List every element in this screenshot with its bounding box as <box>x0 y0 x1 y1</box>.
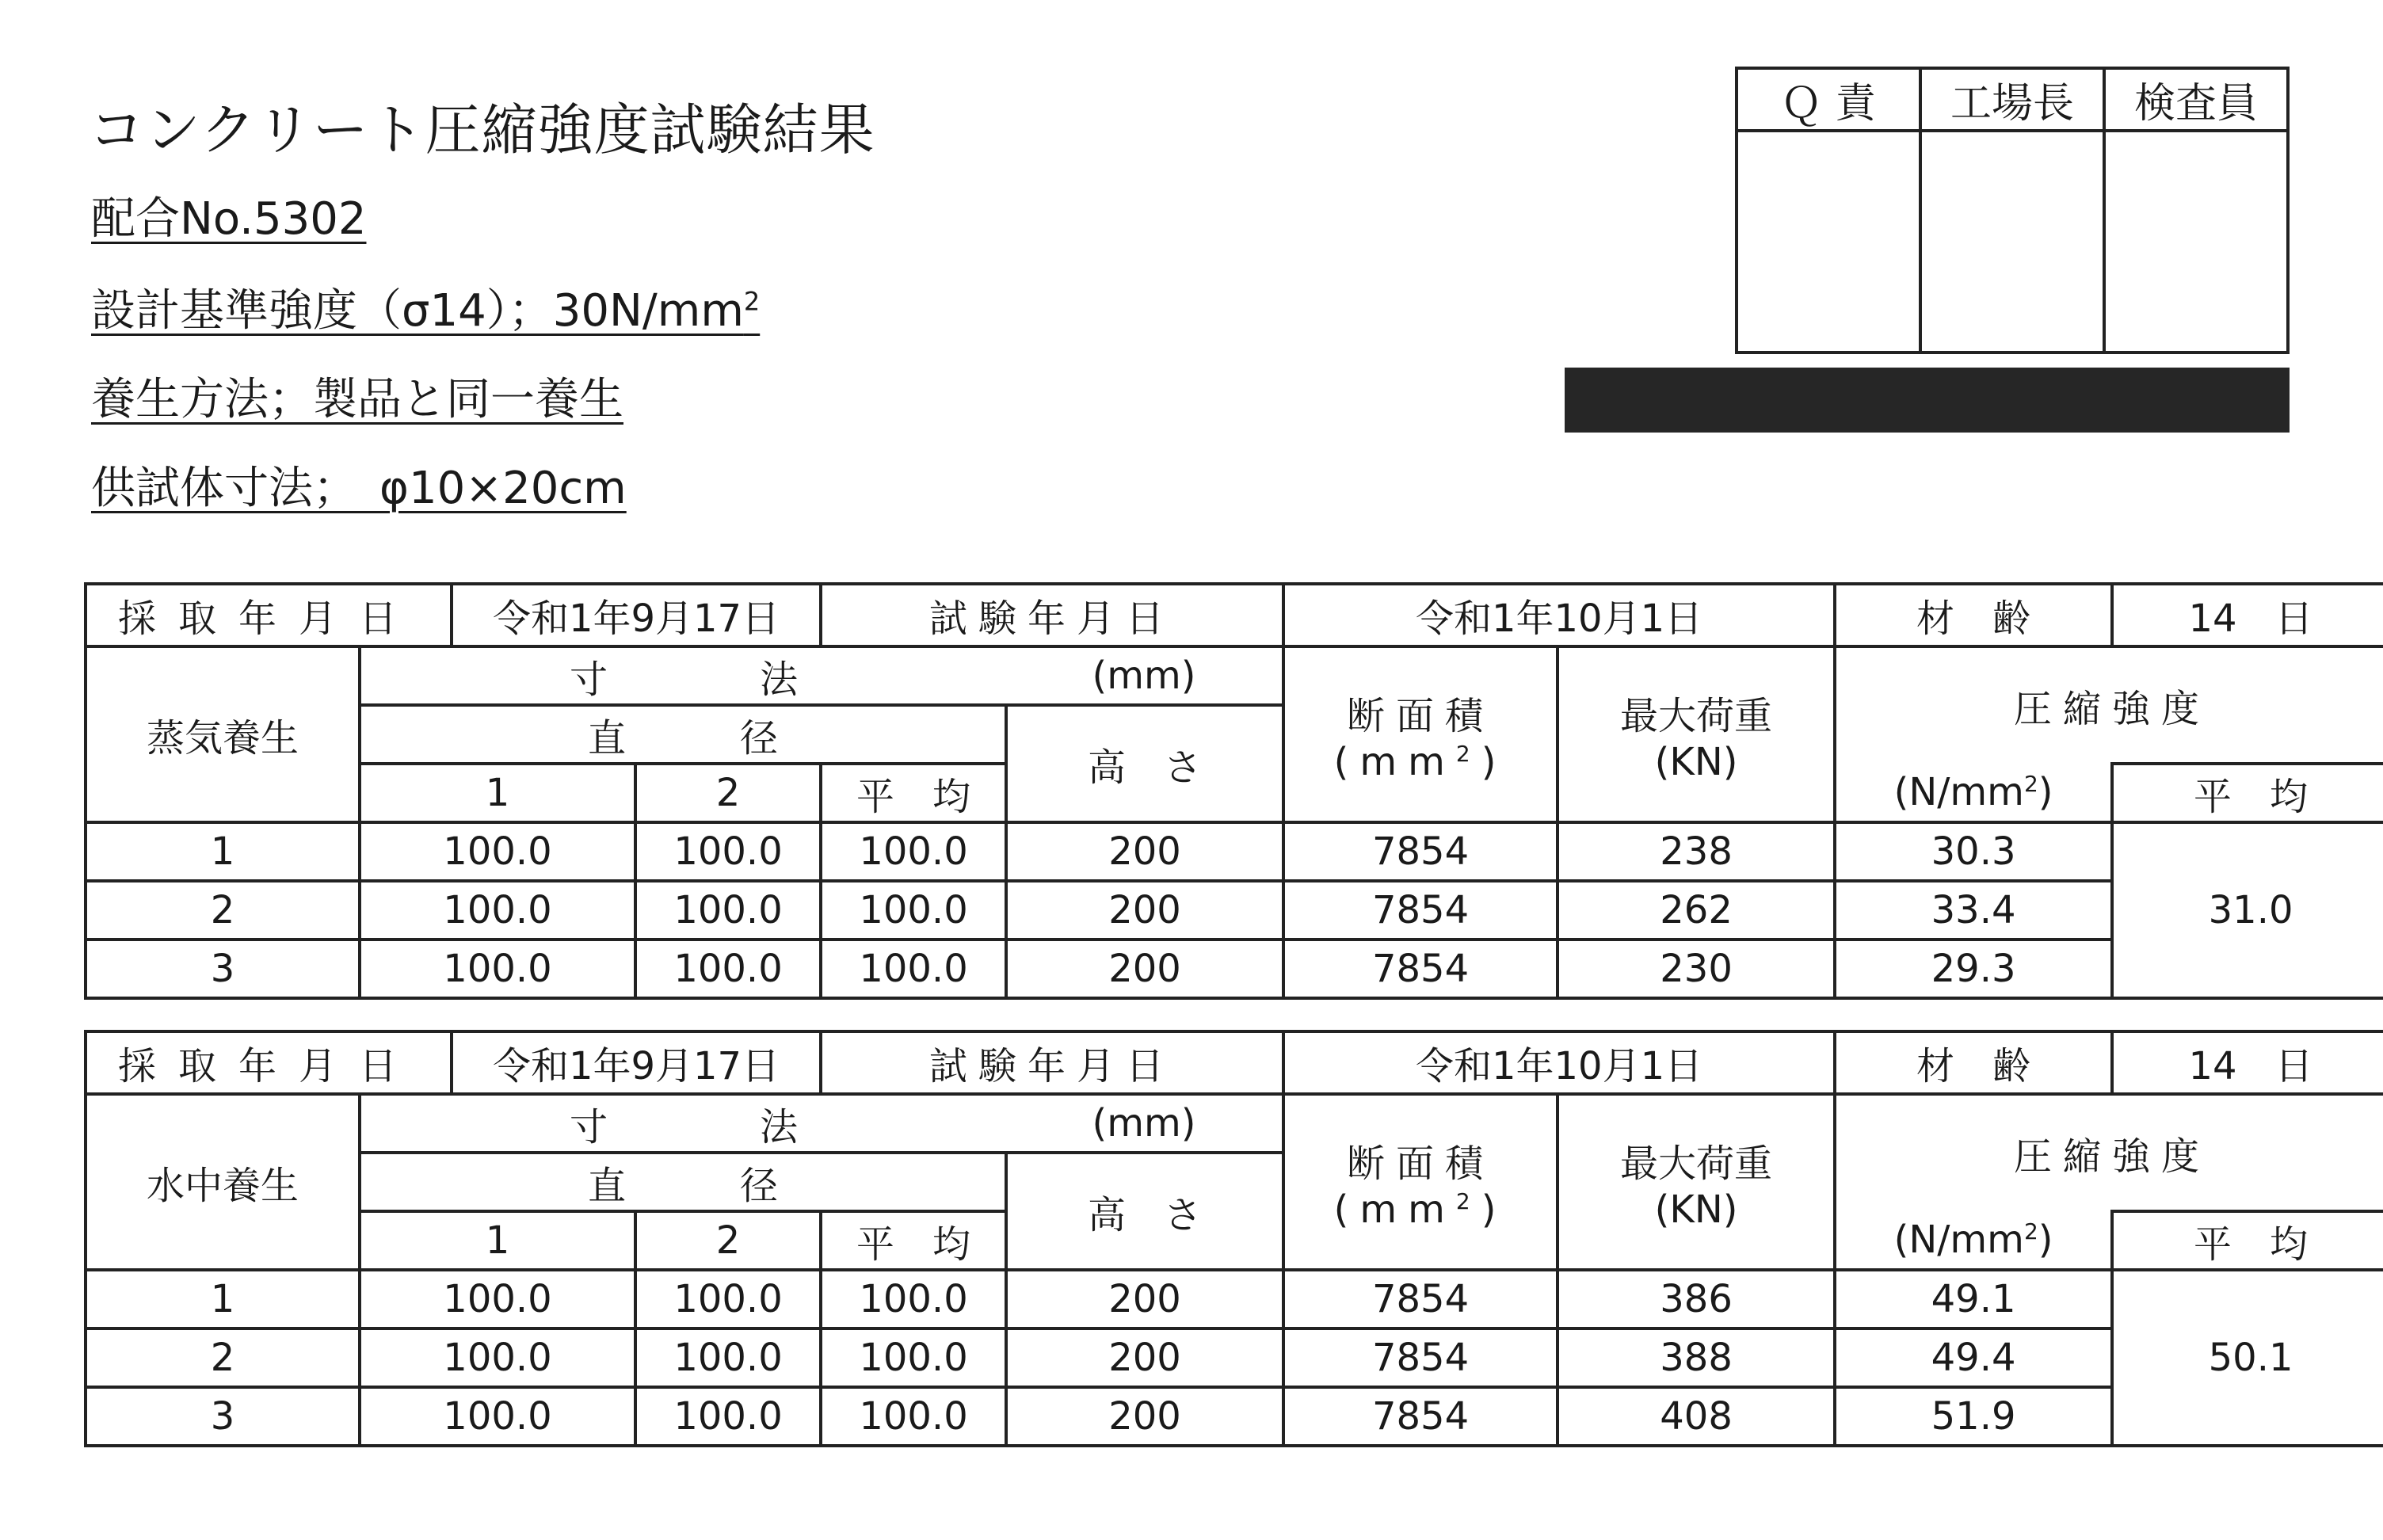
diameter-2: 100.0 <box>635 881 821 940</box>
design-strength-text: 設計基準強度（σ14）；30N/mm <box>91 285 744 337</box>
table-row <box>86 940 2383 998</box>
strength-unit-sup: 2 <box>2023 771 2038 797</box>
load-header <box>1558 646 1835 822</box>
design-strength-sup: 2 <box>743 286 761 317</box>
diameter-1: 100.0 <box>360 1328 635 1387</box>
area-label: 断面積 <box>1347 1141 1495 1186</box>
diameter-1: 100.0 <box>360 1387 635 1446</box>
approval-inspector-stamp-box <box>2104 131 2288 353</box>
test-date: 令和1年10月1日 <box>1283 584 1835 646</box>
max-load: 262 <box>1558 881 1835 940</box>
area: 7854 <box>1283 1270 1558 1328</box>
area-unit-sup: 2 <box>1455 1187 1481 1214</box>
table-row <box>86 881 2383 940</box>
strength: 51.9 <box>1835 1387 2112 1446</box>
area: 7854 <box>1283 1387 1558 1446</box>
diameter-avg: 100.0 <box>821 1387 1006 1446</box>
specimen-no: 3 <box>86 940 360 998</box>
area-header <box>1283 646 1558 822</box>
height: 200 <box>1006 822 1283 881</box>
strength: 29.3 <box>1835 940 2112 998</box>
area-label: 断面積 <box>1347 693 1495 738</box>
strength-unit-close: ) <box>2038 1218 2053 1262</box>
load-unit: (KN) <box>1654 1187 1738 1232</box>
strength-unit-sup: 2 <box>2023 1218 2038 1245</box>
load-unit: (KN) <box>1654 739 1738 784</box>
diameter-avg: 100.0 <box>821 1270 1006 1328</box>
mix-number: 配合No.5302 <box>91 193 367 245</box>
specimen-no: 1 <box>86 1270 360 1328</box>
curing-type: 水中養生 <box>86 1094 360 1270</box>
dimension-unit: (mm) <box>1006 1094 1283 1153</box>
area: 7854 <box>1283 822 1558 881</box>
height-label: 高 さ <box>1006 705 1283 822</box>
sampling-date: 令和1年9月17日 <box>452 1031 821 1094</box>
diameter-avg-label: 平 均 <box>821 1211 1006 1270</box>
area-unit: (mm <box>1333 1187 1456 1232</box>
strength: 49.1 <box>1835 1270 2112 1328</box>
approval-qc-stamp-box <box>1737 131 1920 353</box>
diameter-1: 100.0 <box>360 881 635 940</box>
diameter-avg-label: 平 均 <box>821 764 1006 822</box>
age-value: 14 日 <box>2112 1031 2383 1094</box>
diameter-avg: 100.0 <box>821 940 1006 998</box>
height: 200 <box>1006 881 1283 940</box>
area-unit-close: ) <box>1481 739 1508 784</box>
diameter-1: 100.0 <box>360 822 635 881</box>
diameter-2: 100.0 <box>635 1328 821 1387</box>
specimen-no: 1 <box>86 822 360 881</box>
max-load: 408 <box>1558 1387 1835 1446</box>
area: 7854 <box>1283 881 1558 940</box>
redaction-bar <box>1565 368 2290 433</box>
test-date-label: 試験年月日 <box>821 1031 1283 1094</box>
results-table-water <box>84 1030 2383 1447</box>
max-load: 230 <box>1558 940 1835 998</box>
area: 7854 <box>1283 1328 1558 1387</box>
age-label: 材 齢 <box>1835 1031 2112 1094</box>
diameter-1: 100.0 <box>360 1270 635 1328</box>
strength-unit <box>1835 1211 2112 1270</box>
table-row <box>86 1328 2383 1387</box>
results-table-steam <box>84 582 2383 1000</box>
approval-plant-manager-label: 工場長 <box>1920 68 2104 131</box>
approval-inspector-label: 検査員 <box>2104 68 2288 131</box>
diameter-2: 100.0 <box>635 1270 821 1328</box>
curing-type: 蒸気養生 <box>86 646 360 822</box>
diameter-2-label: 2 <box>635 1211 821 1270</box>
diameter-2: 100.0 <box>635 822 821 881</box>
strength-label: 圧縮強度 <box>1835 646 2383 764</box>
strength-average: 50.1 <box>2112 1270 2383 1446</box>
area-unit: (mm <box>1333 739 1456 784</box>
strength-unit <box>1835 764 2112 822</box>
diameter-1-label: 1 <box>360 1211 635 1270</box>
diameter-1-label: 1 <box>360 764 635 822</box>
area-unit-close: ) <box>1481 1187 1508 1232</box>
diameter-2-label: 2 <box>635 764 821 822</box>
area-unit-sup: 2 <box>1455 740 1481 767</box>
height: 200 <box>1006 940 1283 998</box>
area-header <box>1283 1094 1558 1270</box>
design-strength <box>91 276 760 339</box>
height: 200 <box>1006 1387 1283 1446</box>
height: 200 <box>1006 1270 1283 1328</box>
specimen-no: 3 <box>86 1387 360 1446</box>
specimen-size: 供試体寸法； φ10×20cm <box>91 463 627 514</box>
approval-qc-label: Ｑ 責 <box>1737 68 1920 131</box>
test-date-label: 試験年月日 <box>821 584 1283 646</box>
load-label: 最大荷重 <box>1620 693 1773 738</box>
height-label: 高 さ <box>1006 1153 1283 1270</box>
strength: 30.3 <box>1835 822 2112 881</box>
curing-method: 養生方法；製品と同一養生 <box>91 374 623 425</box>
specimen-no: 2 <box>86 1328 360 1387</box>
dimension-unit: (mm) <box>1006 646 1283 705</box>
max-load: 386 <box>1558 1270 1835 1328</box>
sampling-date: 令和1年9月17日 <box>452 584 821 646</box>
strength-average: 31.0 <box>2112 822 2383 998</box>
page-title: コンクリート圧縮強度試験結果 <box>89 97 875 162</box>
test-date: 令和1年10月1日 <box>1283 1031 1835 1094</box>
strength-unit-close: ) <box>2038 770 2053 814</box>
dimension-label: 寸 法 <box>360 646 1006 705</box>
max-load: 238 <box>1558 822 1835 881</box>
age-value: 14 日 <box>2112 584 2383 646</box>
strength-unit-text: (N/mm <box>1893 1218 2024 1262</box>
load-label: 最大荷重 <box>1620 1141 1773 1186</box>
approval-stamp-table <box>1735 67 2290 354</box>
table-row <box>86 1270 2383 1328</box>
diameter-avg: 100.0 <box>821 1328 1006 1387</box>
diameter-avg: 100.0 <box>821 822 1006 881</box>
load-header <box>1558 1094 1835 1270</box>
area: 7854 <box>1283 940 1558 998</box>
sampling-date-label: 採取年月日 <box>86 584 452 646</box>
strength-unit-text: (N/mm <box>1893 770 2024 814</box>
diameter-1: 100.0 <box>360 940 635 998</box>
strength-label: 圧縮強度 <box>1835 1094 2383 1211</box>
diameter-label: 直 径 <box>360 1153 1006 1211</box>
diameter-avg: 100.0 <box>821 881 1006 940</box>
specimen-no: 2 <box>86 881 360 940</box>
diameter-2: 100.0 <box>635 940 821 998</box>
dimension-label: 寸 法 <box>360 1094 1006 1153</box>
sampling-date-label: 採取年月日 <box>86 1031 452 1094</box>
table-row <box>86 822 2383 881</box>
table-row <box>86 1387 2383 1446</box>
strength: 33.4 <box>1835 881 2112 940</box>
diameter-label: 直 径 <box>360 705 1006 764</box>
age-label: 材 齢 <box>1835 584 2112 646</box>
approval-plant-manager-stamp-box <box>1920 131 2104 353</box>
diameter-2: 100.0 <box>635 1387 821 1446</box>
strength: 49.4 <box>1835 1328 2112 1387</box>
max-load: 388 <box>1558 1328 1835 1387</box>
height: 200 <box>1006 1328 1283 1387</box>
average-label: 平 均 <box>2112 1211 2383 1270</box>
average-label: 平 均 <box>2112 764 2383 822</box>
